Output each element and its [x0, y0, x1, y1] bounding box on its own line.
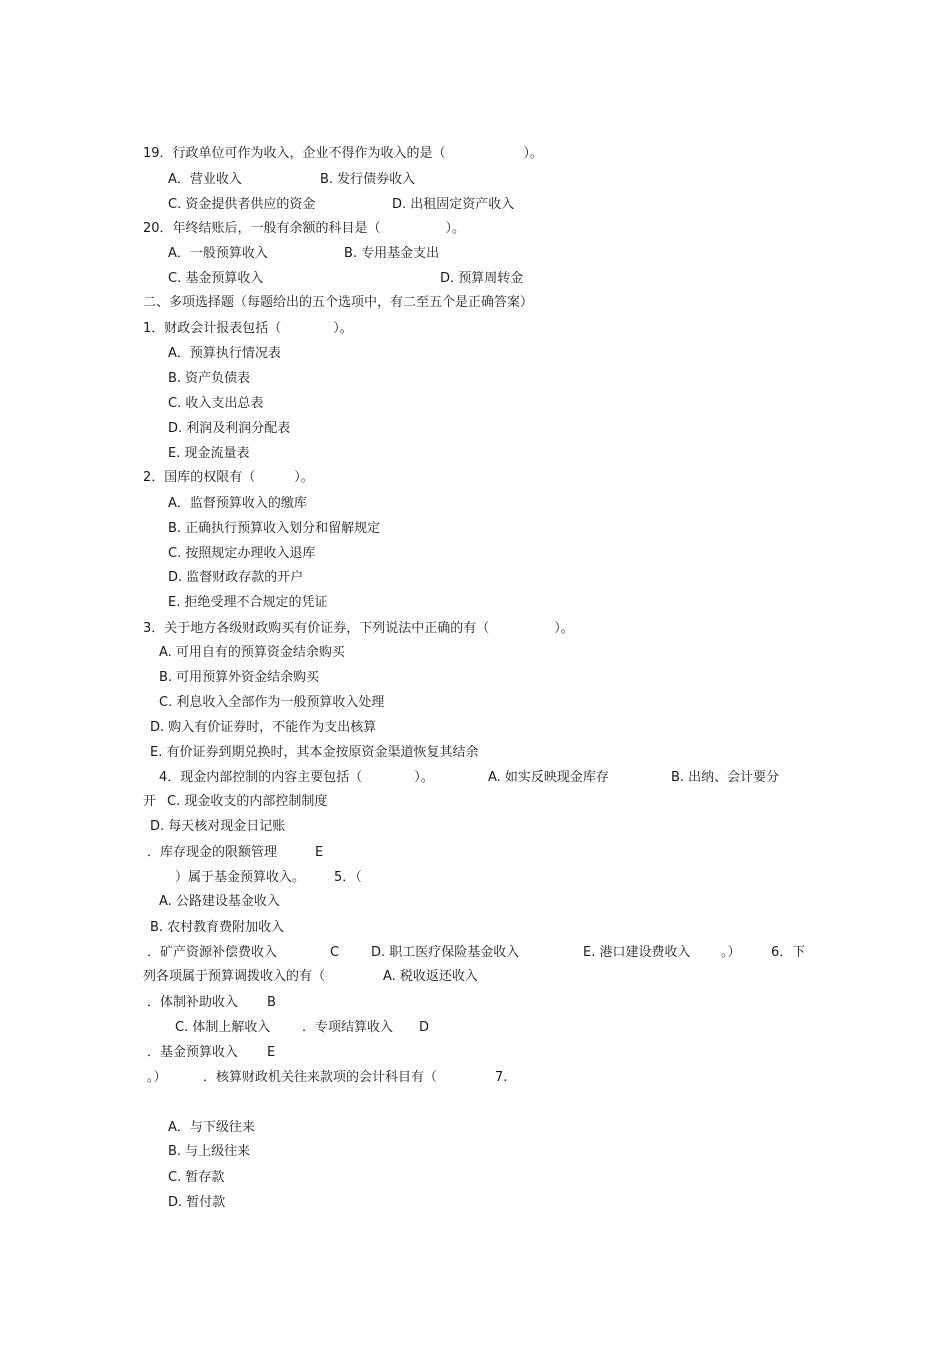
mq6-option-d-text: ．专项结算收入: [302, 1020, 394, 1035]
mq4-option-c: C. 现金收支的内部控制制度: [167, 794, 328, 809]
mq6-text: 列各项属于预算调拨收入的有（: [143, 969, 326, 984]
mq5-number: 5．（: [334, 870, 362, 885]
mq5-option-c-text: ．矿产资源补偿费收入: [147, 945, 278, 960]
mq2-text: 2．国库的权限有（ ）。: [143, 470, 314, 485]
mq5-option-d: D. 职工医疗保险基金收入: [371, 945, 520, 960]
q19-option-b: B. 发行债券收入: [320, 172, 416, 187]
mq7-option-a: A．与下级往来: [168, 1120, 255, 1135]
q19-option-d: D. 出租固定资产收入: [392, 197, 515, 212]
mq2-option-a: A．监督预算收入的缴库: [168, 496, 307, 511]
mq7-option-c: C. 暂存款: [168, 1170, 225, 1185]
q20-option-d: D. 预算周转金: [440, 271, 524, 286]
mq3-option-b: B. 可用预算外资金结余购买: [159, 670, 320, 685]
mq4-text: 4．现金内部控制的内容主要包括（ ）。: [159, 770, 434, 785]
section-heading: 二、多项选择题（每题给出的五个选项中，有二至五个是正确答案）: [143, 295, 534, 310]
mq6-option-e-text: ．基金预算收入: [147, 1045, 239, 1060]
mq6-close: 。）: [147, 1070, 167, 1085]
mq6-option-b-letter: B: [267, 995, 276, 1010]
mq1-option-e: E. 现金流量表: [168, 446, 250, 461]
mq6-option-d-letter: D: [419, 1020, 430, 1035]
mq1-option-d: D. 利润及利润分配表: [168, 421, 291, 436]
mq2-option-c: C. 按照规定办理收入退库: [168, 546, 316, 561]
q19-option-a: A．营业收入: [168, 172, 242, 187]
mq2-option-b: B. 正确执行预算收入划分和留解规定: [168, 521, 381, 536]
mq2-option-e: E. 拒绝受理不合规定的凭证: [168, 595, 328, 610]
q20-option-b: B. 专用基金支出: [344, 246, 440, 261]
mq7-number: 7.: [495, 1070, 508, 1085]
mq1-option-a: A．预算执行情况表: [168, 346, 281, 361]
mq4-option-a: A. 如实反映现金库存: [488, 770, 609, 785]
mq6-option-a: A. 税收返还收入: [383, 969, 478, 984]
mq1-text: 1．财政会计报表包括（ ）。: [143, 321, 353, 336]
q20-text: 20．年终结账后，一般有余额的科目是（ ）。: [143, 221, 466, 236]
mq1-option-c: C. 收入支出总表: [168, 396, 264, 411]
mq7-option-b: B. 与上级往来: [168, 1144, 251, 1159]
mq3-text: 3．关于地方各级财政购买有价证券，下列说法中正确的有（ ）。: [143, 621, 574, 636]
mq5-close: 。）: [721, 945, 741, 960]
mq5-option-a: A. 公路建设基金收入: [159, 894, 280, 909]
mq1-option-b: B. 资产负债表: [168, 371, 251, 386]
mq5-text: ）属于基金预算收入。: [175, 870, 306, 885]
mq5-option-b: B. 农村教育费附加收入: [150, 920, 285, 935]
mq3-option-e: E. 有价证券到期兑换时，其本金按原资金渠道恢复其结余: [150, 745, 479, 760]
q20-option-a: A．一般预算收入: [168, 246, 268, 261]
mq3-option-a: A. 可用自有的预算资金结余购买: [159, 645, 345, 660]
mq3-option-c: C. 利息收入全部作为一般预算收入处理: [159, 695, 385, 710]
mq5-option-e: E. 港口建设费收入: [583, 945, 691, 960]
mq6-number: 6．下: [771, 945, 806, 960]
mq3-option-d: D. 购入有价证券时，不能作为支出核算: [150, 720, 377, 735]
mq4-option-e-text: ．库存现金的限额管理: [147, 845, 278, 860]
q20-option-c: C. 基金预算收入: [168, 271, 264, 286]
mq4-option-d: D. 每天核对现金日记账: [150, 819, 286, 834]
mq4-option-b: B. 出纳、会计要分: [671, 770, 780, 785]
mq2-option-d: D. 监督财政存款的开户: [168, 570, 304, 585]
mq6-option-e-letter: E: [267, 1045, 276, 1060]
mq5-option-c-letter: C: [330, 945, 340, 960]
mq6-option-c: C. 体制上解收入: [175, 1020, 271, 1035]
mq7-option-d: D. 暂付款: [168, 1195, 226, 1210]
mq4-option-e-letter: E: [315, 845, 324, 860]
mq6-option-b-text: ．体制补助收入: [147, 995, 239, 1010]
mq7-text: ．核算财政机关往来款项的会计科目有（: [203, 1070, 438, 1085]
q19-text: 19．行政单位可作为收入，企业不得作为收入的是（ ）。: [143, 146, 544, 161]
q19-option-c: C. 资金提供者供应的资金: [168, 197, 316, 212]
mq4-option-b-wrap: 开: [143, 794, 157, 809]
